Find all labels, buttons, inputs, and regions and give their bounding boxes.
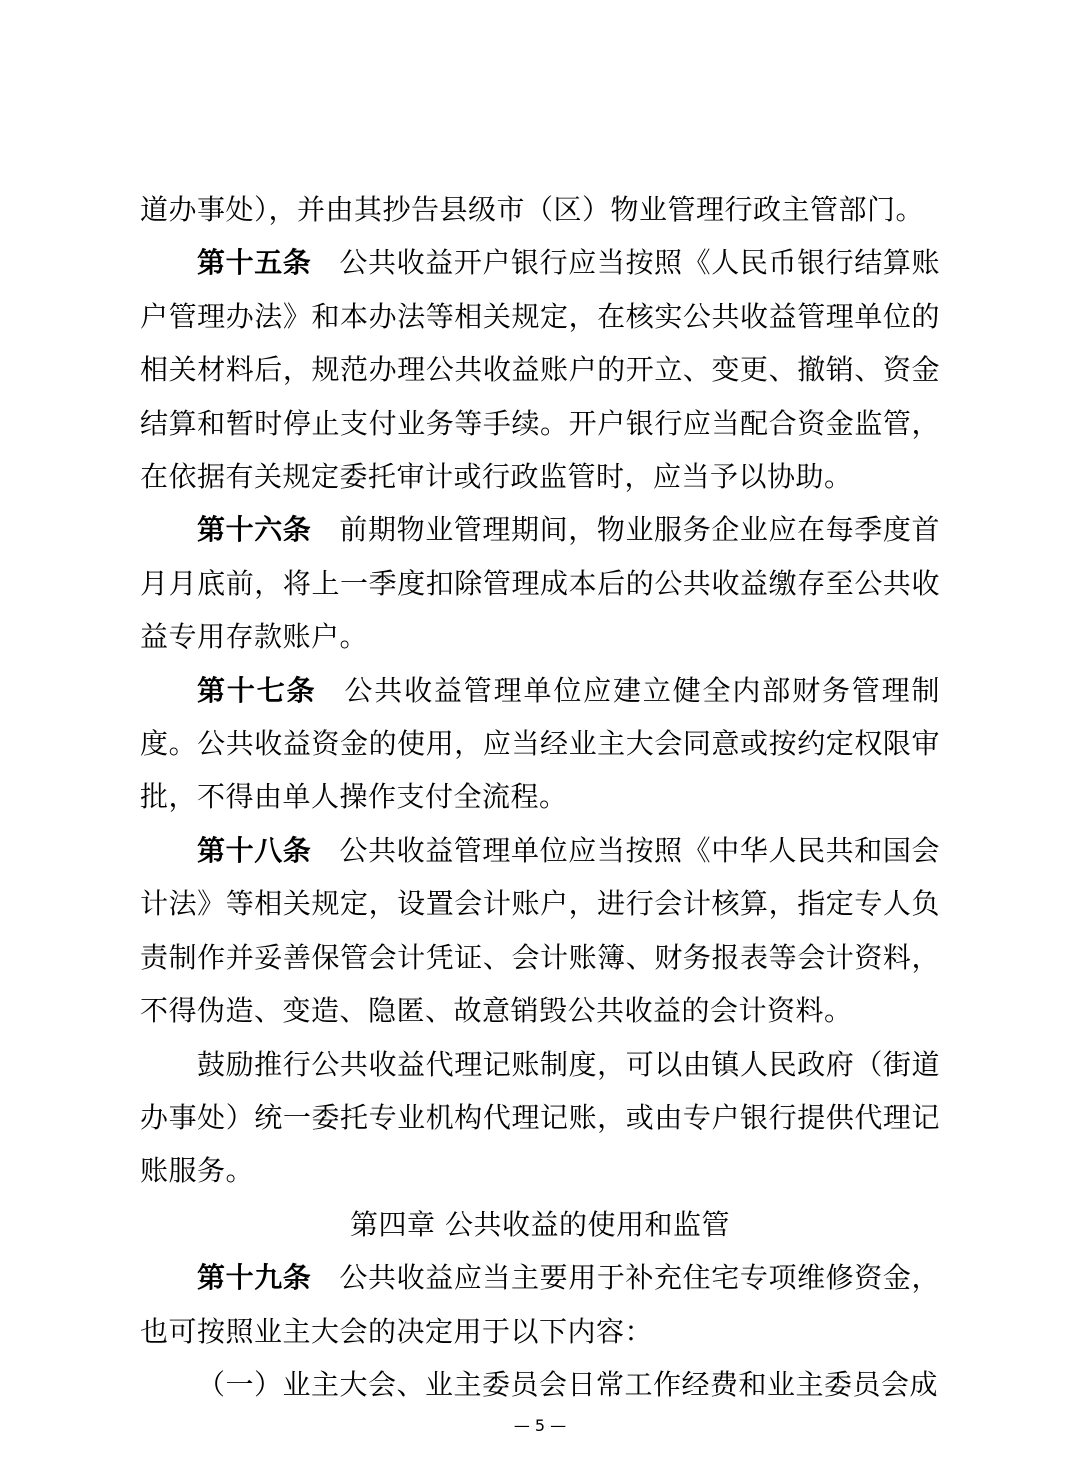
article-text: 前期物业管理期间，物业服务企业应在每季度首月月底前，将上一季度扣除管理成本后的公共收益缴存至公共收益专用存款账户。	[140, 513, 940, 654]
article-label: 第十九条	[197, 1261, 312, 1295]
article-text: 公共收益管理单位应当按照《中华人民共和国会计法》等相关规定，设置会计账户，进行会计核算，指定专人负责制作并妥善保管会计凭证、会计账簿、财务报表等会计资料，不得伪造、变造、隐匿、故意销毁公共收益的会计资料。	[140, 833, 940, 1028]
paragraph-text: 道办事处），并由其抄告县级市（区）物业管理行政主管部门。	[140, 193, 925, 226]
article-19	[140, 1251, 940, 1358]
chapter-title: 第四章 公共收益的使用和监管	[350, 1207, 730, 1241]
article-label: 第十七条	[197, 673, 317, 707]
article-18	[140, 824, 940, 1038]
article-text: 公共收益开户银行应当按照《人民币银行结算账户管理办法》和本办法等相关规定，在核实公共收益管理单位的相关材料后，规范办理公共收益账户的开立、变更、撤销、资金结算和暂时停止支付业务等手续。开户银行应当配合资金监管，在依据有关规定委托审计或行政监管时，应当予以协助。	[140, 246, 940, 494]
article-label: 第十六条	[197, 513, 312, 547]
article-17	[140, 664, 940, 824]
article-label: 第十八条	[197, 833, 312, 867]
list-item-text: （一）业主大会、业主委员会日常工作经费和业主委员会成	[197, 1367, 939, 1401]
article-text: 公共收益管理单位应建立健全内部财务管理制度。公共收益资金的使用，应当经业主大会同意或按约定权限审批，不得由单人操作支付全流程。	[140, 673, 940, 814]
list-item-1	[140, 1358, 940, 1411]
page-number: — 5 —	[513, 1416, 567, 1435]
paragraph-bookkeeping	[140, 1038, 940, 1198]
article-text: 公共收益应当主要用于补充住宅专项维修资金，也可按照业主大会的决定用于以下内容：	[140, 1261, 940, 1348]
paragraph-text: 鼓励推行公共收益代理记账制度，可以由镇人民政府（街道办事处）统一委托专业机构代理记账，或由专户银行提供代理记账服务。	[140, 1047, 940, 1188]
article-label: 第十五条	[197, 246, 312, 280]
article-15	[140, 236, 940, 503]
paragraph-continuation	[140, 183, 940, 236]
article-16	[140, 503, 940, 663]
document-body	[140, 183, 940, 1411]
